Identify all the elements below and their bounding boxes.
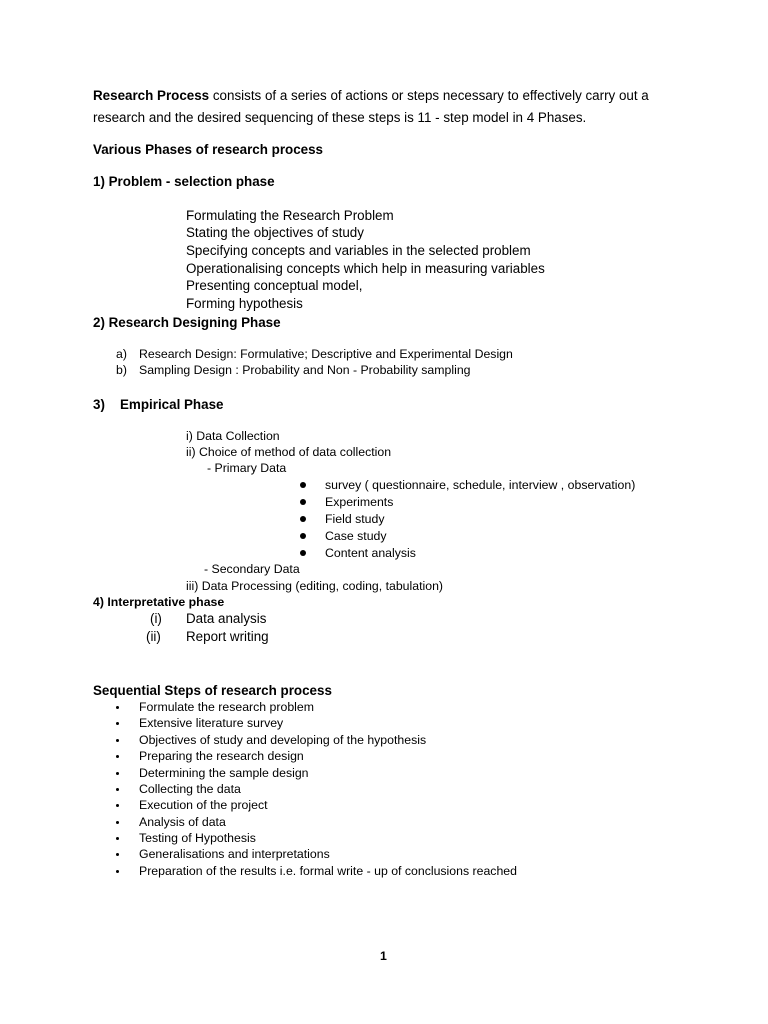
phase3-processing: iii) Data Processing (editing, coding, tabulation): [186, 579, 444, 593]
steps-heading: Sequential Steps of research process: [93, 683, 332, 698]
page-number: 1: [380, 949, 387, 963]
phase4-item: Report writing: [186, 629, 269, 644]
bullet-icon: [300, 550, 306, 556]
phase2-item: Research Design: Formulative; Descriptive and Experimental Design: [139, 347, 513, 361]
phase4-heading: 4) Interpretative phase: [93, 595, 225, 609]
phase3-primary: - Primary Data: [207, 461, 287, 475]
step-item: Testing of Hypothesis: [139, 831, 256, 845]
intro-line-2: research and the desired sequencing of these steps is 11 - step model in 4 Phases.: [93, 110, 587, 125]
primary-item: Case study: [325, 529, 387, 543]
step-item: Extensive literature survey: [139, 716, 284, 730]
phase3-number: 3): [93, 397, 105, 412]
step-item: Collecting the data: [139, 782, 241, 796]
phase1-item: Stating the objectives of study: [186, 225, 364, 240]
phase1-item: Presenting conceptual model,: [186, 278, 363, 293]
bullet-icon: [116, 722, 119, 725]
bullet-icon: [116, 755, 119, 758]
phase1-heading: 1) Problem - selection phase: [93, 174, 275, 189]
phases-heading: Various Phases of research process: [93, 142, 323, 157]
step-item: Preparing the research design: [139, 749, 304, 763]
intro-lead: Research Process: [93, 88, 210, 103]
step-item: Analysis of data: [139, 815, 226, 829]
bullet-icon: [116, 870, 119, 873]
bullet-icon: [300, 499, 306, 505]
primary-item: Content analysis: [325, 546, 416, 560]
phase4-marker: (ii): [146, 629, 161, 644]
primary-item: Field study: [325, 512, 385, 526]
phase3-secondary: - Secondary Data: [204, 562, 300, 576]
bullet-icon: [116, 804, 119, 807]
phase3-title: Empirical Phase: [120, 397, 224, 412]
phase2-marker: a): [116, 347, 127, 361]
phase1-item: Formulating the Research Problem: [186, 208, 394, 223]
step-item: Determining the sample design: [139, 766, 309, 780]
phase1-item: Specifying concepts and variables in the selected problem: [186, 243, 531, 258]
phase2-item: Sampling Design : Probability and Non - Probability sampling: [139, 363, 471, 377]
phase2-heading: 2) Research Designing Phase: [93, 315, 281, 330]
phase3-data-collection: i) Data Collection: [186, 429, 280, 443]
bullet-icon: [116, 821, 119, 824]
primary-item: Experiments: [325, 495, 394, 509]
step-item: Preparation of the results i.e. formal write - up of conclusions reached: [139, 864, 517, 878]
phase1-item: Operationalising concepts which help in measuring variables: [186, 261, 545, 276]
step-item: Generalisations and interpretations: [139, 847, 330, 861]
phase3-choice: ii) Choice of method of data collection: [186, 445, 392, 459]
bullet-icon: [116, 739, 119, 742]
phase4-marker: (i): [150, 611, 162, 626]
phase1-item: Forming hypothesis: [186, 296, 303, 311]
phase4-item: Data analysis: [186, 611, 267, 626]
bullet-icon: [300, 516, 306, 522]
phase2-marker: b): [116, 363, 127, 377]
step-item: Execution of the project: [139, 798, 268, 812]
bullet-icon: [300, 482, 306, 488]
primary-item: survey ( questionnaire, schedule, interview , observation): [325, 478, 636, 492]
step-item: Objectives of study and developing of the hypothesis: [139, 733, 427, 747]
step-item: Formulate the research problem: [139, 700, 314, 714]
intro-line-1: [93, 88, 649, 103]
bullet-icon: [116, 772, 119, 775]
bullet-icon: [300, 533, 306, 539]
bullet-icon: [116, 837, 119, 840]
bullet-icon: [116, 853, 119, 856]
bullet-icon: [116, 706, 119, 709]
bullet-icon: [116, 788, 119, 791]
intro-line-1-rest: consists of a series of actions or steps necessary to effectively carry out a: [209, 88, 649, 103]
